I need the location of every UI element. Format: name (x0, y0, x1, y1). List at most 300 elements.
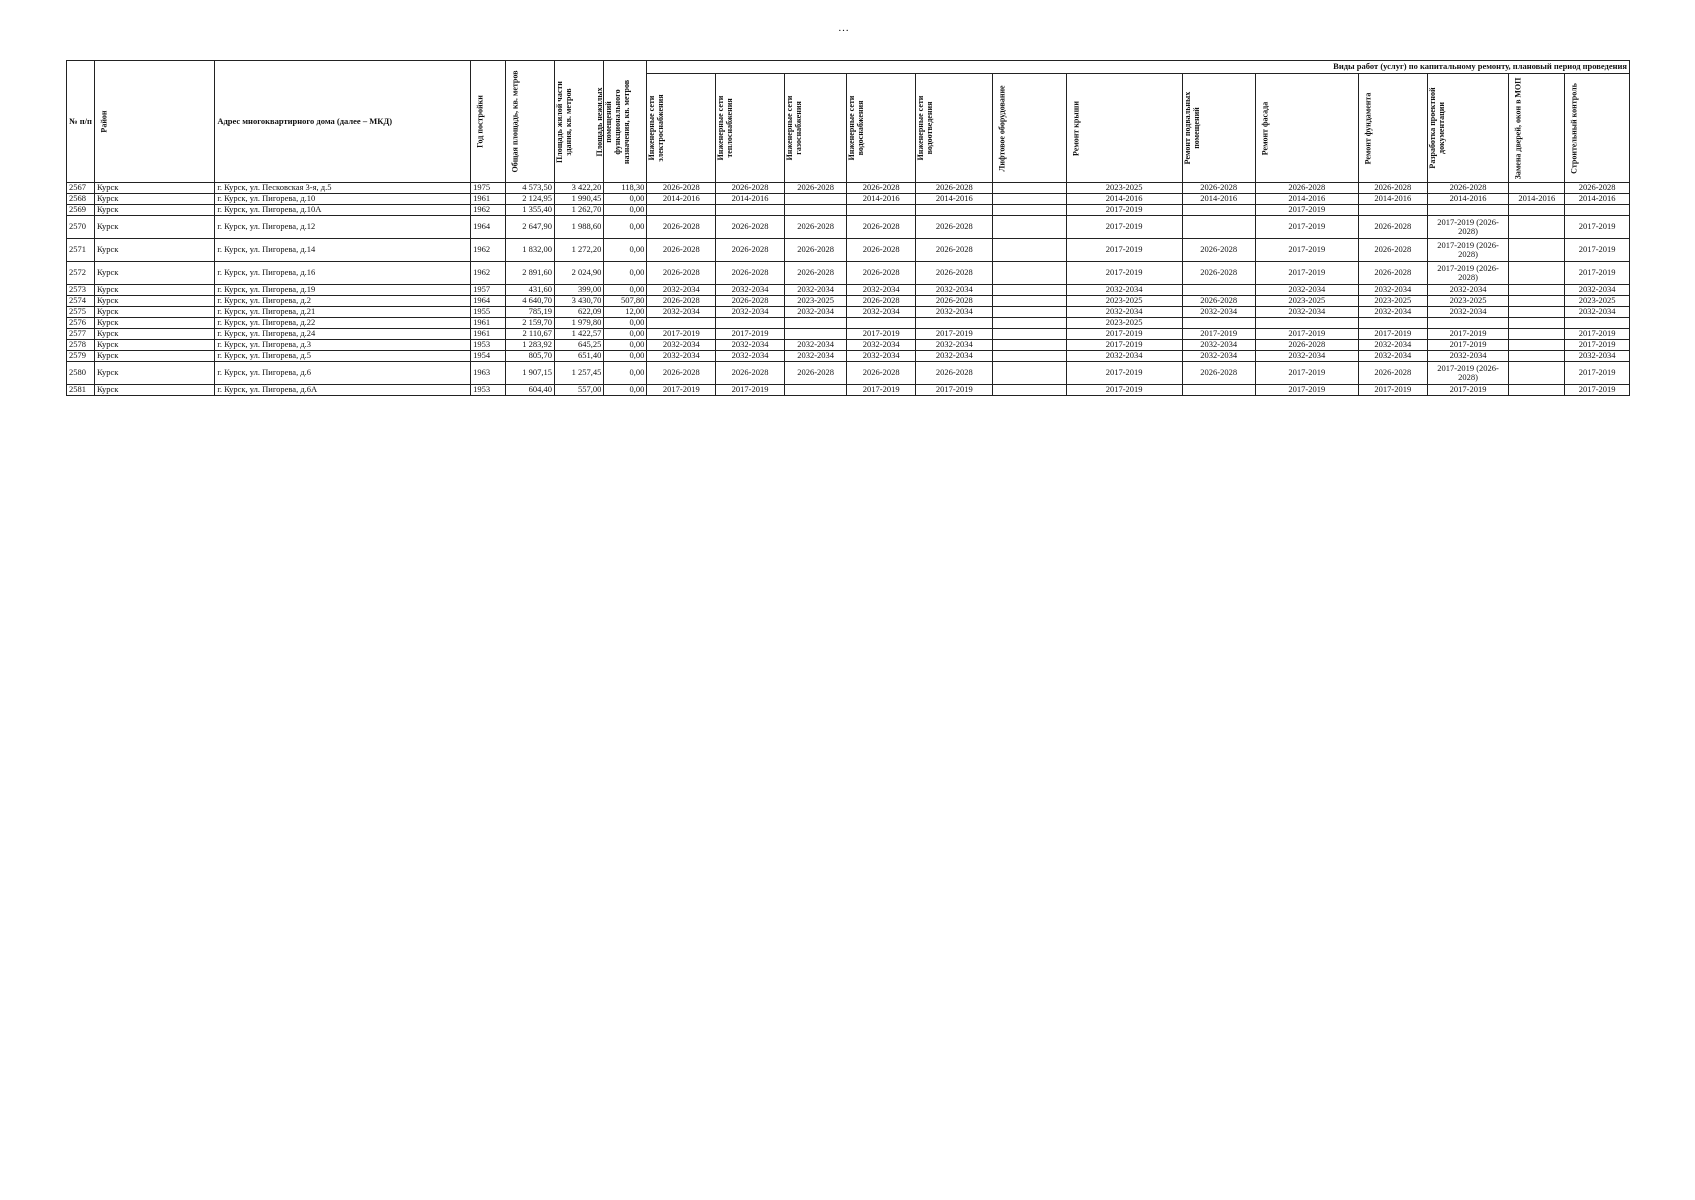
table-cell: 2017-2019 (2026-2028) (1427, 216, 1509, 239)
table-cell: 2017-2019 (847, 385, 916, 396)
table-cell: 2032-2034 (1358, 285, 1427, 296)
table-cell: 1953 (471, 340, 505, 351)
table-cell: 2026-2028 (784, 183, 846, 194)
table-cell: 2032-2034 (916, 285, 993, 296)
table-cell: 2017-2019 (1182, 329, 1255, 340)
table-cell: 2017-2019 (1358, 385, 1427, 396)
table-cell: 1962 (471, 239, 505, 262)
table-cell: 2014-2016 (847, 194, 916, 205)
table-cell (1358, 205, 1427, 216)
table-cell: 0,00 (604, 239, 647, 262)
table-cell: 2578 (67, 340, 95, 351)
table-cell: 645,25 (554, 340, 603, 351)
table-cell: г. Курск, ул. Пигорева, д.3 (215, 340, 471, 351)
table-cell: 2026-2028 (716, 239, 785, 262)
table-cell (1182, 205, 1255, 216)
table-cell: 2026-2028 (647, 183, 716, 194)
table-cell (1509, 285, 1565, 296)
table-cell: 2026-2028 (847, 362, 916, 385)
table-cell: 2 024,90 (554, 262, 603, 285)
table-cell: 2571 (67, 239, 95, 262)
table-cell: 2026-2028 (1182, 239, 1255, 262)
table-cell (1509, 307, 1565, 318)
table-cell: 2017-2019 (847, 329, 916, 340)
header-year: Год постройки (471, 61, 505, 183)
table-cell: 2017-2019 (2026-2028) (1427, 239, 1509, 262)
table-cell: 2017-2019 (1255, 205, 1358, 216)
table-cell: 2017-2019 (1255, 239, 1358, 262)
table-cell: 2026-2028 (647, 239, 716, 262)
table-cell: 1955 (471, 307, 505, 318)
table-row (67, 239, 1630, 262)
table-cell: 2017-2019 (916, 385, 993, 396)
table-cell: 1 422,57 (554, 329, 603, 340)
table-cell: 2032-2034 (1427, 351, 1509, 362)
table-cell: г. Курск, ул. Пигорева, д.12 (215, 216, 471, 239)
table-cell: 2032-2034 (847, 285, 916, 296)
table-cell: 2032-2034 (1066, 307, 1182, 318)
table-cell: 2017-2019 (1565, 239, 1630, 262)
table-cell: 2576 (67, 318, 95, 329)
table-cell: 2017-2019 (1066, 362, 1182, 385)
header-facade: Ремонт фасада (1255, 74, 1358, 183)
table-cell: 2026-2028 (716, 262, 785, 285)
page-mark: … (838, 22, 849, 34)
table-row (67, 385, 1630, 396)
header-basement: Ремонт подвальных помещений (1182, 74, 1255, 183)
table-cell: 2014-2016 (1066, 194, 1182, 205)
table-cell: 2032-2034 (1565, 307, 1630, 318)
table-cell: 2032-2034 (1358, 340, 1427, 351)
table-cell: г. Курск, ул. Пигорева, д.14 (215, 239, 471, 262)
table-cell: 118,30 (604, 183, 647, 194)
header-address: Адрес многоквартирного дома (далее – МКД) (215, 61, 471, 183)
table-cell (993, 329, 1066, 340)
table-cell: 2 647,90 (505, 216, 554, 239)
table-cell: 2023-2025 (1358, 296, 1427, 307)
table-cell: 2026-2028 (784, 216, 846, 239)
table-cell: 2026-2028 (1427, 183, 1509, 194)
table-cell: 2577 (67, 329, 95, 340)
table-cell: 2032-2034 (847, 340, 916, 351)
header-heat: Инженерные сети теплоснабжения (716, 74, 785, 183)
table-cell: г. Курск, ул. Пигорева, д.6 (215, 362, 471, 385)
table-cell: Курск (94, 194, 214, 205)
table-cell: 2569 (67, 205, 95, 216)
table-cell (1509, 340, 1565, 351)
table-cell: 2017-2019 (647, 385, 716, 396)
table-cell: г. Курск, ул. Пигорева, д.2 (215, 296, 471, 307)
table-cell: 2026-2028 (716, 362, 785, 385)
table-cell: 2 110,67 (505, 329, 554, 340)
table-row (67, 307, 1630, 318)
table-cell: 2017-2019 (1255, 262, 1358, 285)
table-cell: 2032-2034 (1358, 351, 1427, 362)
table-cell (1182, 216, 1255, 239)
table-cell (993, 318, 1066, 329)
table-cell: 1961 (471, 194, 505, 205)
table-cell: 2023-2025 (784, 296, 846, 307)
table-cell: 2032-2034 (847, 307, 916, 318)
table-cell: 2014-2016 (1255, 194, 1358, 205)
header-elevator: Лифтовое оборудование (993, 74, 1066, 183)
table-cell (1565, 205, 1630, 216)
table-cell: 2017-2019 (1358, 329, 1427, 340)
header-foundation: Ремонт фундамента (1358, 74, 1427, 183)
table-cell: 1 907,15 (505, 362, 554, 385)
table-cell (993, 340, 1066, 351)
table-cell: 2032-2034 (716, 340, 785, 351)
table-cell (1509, 329, 1565, 340)
table-cell: 1962 (471, 205, 505, 216)
table-cell: 2017-2019 (1565, 329, 1630, 340)
table-cell: 2017-2019 (1066, 216, 1182, 239)
table-cell: Курск (94, 216, 214, 239)
table-row (67, 351, 1630, 362)
table-cell: Курск (94, 183, 214, 194)
table-cell: 507,80 (604, 296, 647, 307)
table-cell: 2032-2034 (647, 340, 716, 351)
table-cell (1255, 318, 1358, 329)
table-cell: 2026-2028 (647, 216, 716, 239)
table-cell: 1961 (471, 329, 505, 340)
table-cell: 0,00 (604, 385, 647, 396)
table-cell: 2032-2034 (647, 307, 716, 318)
table-cell: 2032-2034 (1182, 340, 1255, 351)
table-cell: 2017-2019 (647, 329, 716, 340)
table-cell: 4 573,50 (505, 183, 554, 194)
table-cell: 2032-2034 (716, 307, 785, 318)
table-cell: 2014-2016 (1565, 194, 1630, 205)
table-cell: 2032-2034 (1565, 285, 1630, 296)
table-cell: 2017-2019 (2026-2028) (1427, 262, 1509, 285)
table-cell (1509, 385, 1565, 396)
table-cell: г. Курск, ул. Пигорева, д.6А (215, 385, 471, 396)
table-cell: 2023-2025 (1255, 296, 1358, 307)
table-cell: Курск (94, 296, 214, 307)
table-cell (1182, 285, 1255, 296)
table-cell: 2032-2034 (1565, 351, 1630, 362)
table-cell (1509, 318, 1565, 329)
table-cell: 2026-2028 (1182, 296, 1255, 307)
table-cell: 2017-2019 (1255, 329, 1358, 340)
table-cell: 1 988,60 (554, 216, 603, 239)
table-cell: 2017-2019 (1066, 205, 1182, 216)
table-cell: 2014-2016 (1182, 194, 1255, 205)
table-cell: 0,00 (604, 216, 647, 239)
table-cell (993, 362, 1066, 385)
table-cell: 3 422,20 (554, 183, 603, 194)
table-cell: 2570 (67, 216, 95, 239)
table-cell: 399,00 (554, 285, 603, 296)
table-cell: 1 355,40 (505, 205, 554, 216)
table-cell: 2023-2025 (1427, 296, 1509, 307)
table-cell: 2568 (67, 194, 95, 205)
table-cell: 2017-2019 (1066, 262, 1182, 285)
table-cell: 2032-2034 (1255, 351, 1358, 362)
table-cell: 785,19 (505, 307, 554, 318)
table-row (67, 262, 1630, 285)
table-cell: 2026-2028 (647, 362, 716, 385)
capital-repair-table (66, 60, 1630, 396)
table-cell: 2026-2028 (847, 216, 916, 239)
table-cell: Курск (94, 362, 214, 385)
table-cell: 2026-2028 (647, 296, 716, 307)
table-cell (647, 318, 716, 329)
table-cell: 1962 (471, 262, 505, 285)
table-cell: 2026-2028 (916, 239, 993, 262)
table-cell: 2026-2028 (916, 183, 993, 194)
table-cell: 2573 (67, 285, 95, 296)
table-cell: 2017-2019 (1066, 340, 1182, 351)
table-cell: 1954 (471, 351, 505, 362)
table-cell: 2032-2034 (847, 351, 916, 362)
table-cell: 2026-2028 (847, 296, 916, 307)
table-cell (993, 307, 1066, 318)
table-cell: 2014-2016 (916, 194, 993, 205)
table-cell: 2023-2025 (1565, 296, 1630, 307)
table-cell: 622,09 (554, 307, 603, 318)
table-cell: 2017-2019 (716, 385, 785, 396)
table-row (67, 194, 1630, 205)
table-cell: 2572 (67, 262, 95, 285)
table-cell (1509, 296, 1565, 307)
table-cell (716, 205, 785, 216)
table-cell: 2026-2028 (1358, 362, 1427, 385)
table-cell (1509, 216, 1565, 239)
table-cell: 2017-2019 (1565, 340, 1630, 351)
table-row (67, 205, 1630, 216)
table-cell (784, 194, 846, 205)
table-cell: 805,70 (505, 351, 554, 362)
table-cell: 2026-2028 (784, 239, 846, 262)
table-cell: 1964 (471, 216, 505, 239)
table-cell: 1957 (471, 285, 505, 296)
table-cell: 2032-2034 (1066, 285, 1182, 296)
header-doors-windows: Замена дверей, окон в МОП (1509, 74, 1565, 183)
table-cell: 557,00 (554, 385, 603, 396)
table-cell: 2017-2019 (1066, 239, 1182, 262)
table-cell: 2032-2034 (1358, 307, 1427, 318)
table-cell: 1 283,92 (505, 340, 554, 351)
table-cell: 2026-2028 (1358, 239, 1427, 262)
table-cell: 2023-2025 (1066, 296, 1182, 307)
table-cell (1427, 205, 1509, 216)
table-cell: 2026-2028 (1255, 183, 1358, 194)
table-cell: 2032-2034 (784, 285, 846, 296)
table-cell: 1961 (471, 318, 505, 329)
table-cell: 2026-2028 (647, 262, 716, 285)
table-cell: 2026-2028 (1565, 183, 1630, 194)
table-cell: 2575 (67, 307, 95, 318)
table-cell: 2023-2025 (1066, 183, 1182, 194)
header-roof: Ремонт крыши (1066, 74, 1182, 183)
table-cell: 0,00 (604, 205, 647, 216)
table-cell: 2014-2016 (1358, 194, 1427, 205)
table-cell (1358, 318, 1427, 329)
table-cell: 0,00 (604, 285, 647, 296)
table-cell: 2 891,60 (505, 262, 554, 285)
header-living-area: Площадь жилой части здания, кв. метров (554, 61, 603, 183)
table-cell: 2014-2016 (1509, 194, 1565, 205)
table-cell: 2032-2034 (647, 351, 716, 362)
table-cell: 2 124,95 (505, 194, 554, 205)
table-cell: 604,40 (505, 385, 554, 396)
header-gas: Инженерные сети газоснабжения (784, 74, 846, 183)
header-water: Инженерные сети водоснабжения (847, 74, 916, 183)
table-cell: 2026-2028 (1255, 340, 1358, 351)
table-row (67, 362, 1630, 385)
table-cell: 2026-2028 (847, 262, 916, 285)
table-cell: 2026-2028 (916, 362, 993, 385)
table-cell (1509, 362, 1565, 385)
table-row (67, 329, 1630, 340)
table-cell: 2026-2028 (716, 296, 785, 307)
header-nonliving-area: Площадь нежилых помещений функционального назначения, кв. метров (604, 61, 647, 183)
table-cell: 12,00 (604, 307, 647, 318)
table-cell: г. Курск, ул. Пигорева, д.16 (215, 262, 471, 285)
table-cell: 2032-2034 (1427, 307, 1509, 318)
table-cell: Курск (94, 318, 214, 329)
table-cell (993, 205, 1066, 216)
table-cell (1182, 318, 1255, 329)
table-cell: 2014-2016 (716, 194, 785, 205)
table-cell: 2017-2019 (1066, 385, 1182, 396)
table-cell: 2026-2028 (847, 239, 916, 262)
table-cell: 2026-2028 (916, 296, 993, 307)
table-cell (993, 239, 1066, 262)
table-cell (716, 318, 785, 329)
table-cell (993, 385, 1066, 396)
table-cell: г. Курск, ул. Пигорева, д.19 (215, 285, 471, 296)
table-cell: 1975 (471, 183, 505, 194)
table-row (67, 340, 1630, 351)
table-cell: 2026-2028 (1358, 216, 1427, 239)
header-works-group: Виды работ (услуг) по капитальному ремонту, плановый период проведения (647, 61, 1630, 74)
table-cell: Курск (94, 385, 214, 396)
table-cell (784, 329, 846, 340)
table-cell: 1 990,45 (554, 194, 603, 205)
table-cell: 2026-2028 (784, 262, 846, 285)
table-cell: 2032-2034 (716, 285, 785, 296)
table-cell: 3 430,70 (554, 296, 603, 307)
table-cell: 651,40 (554, 351, 603, 362)
table-cell: 2017-2019 (916, 329, 993, 340)
table-cell: 2032-2034 (916, 351, 993, 362)
table-cell: 2032-2034 (916, 340, 993, 351)
table-cell: 2567 (67, 183, 95, 194)
table-cell: 2017-2019 (1427, 340, 1509, 351)
table-row (67, 296, 1630, 307)
table-cell: 1963 (471, 362, 505, 385)
table-cell: 1 979,80 (554, 318, 603, 329)
header-number: № п/п (67, 61, 95, 183)
table-cell (1509, 183, 1565, 194)
table-cell (993, 194, 1066, 205)
table-cell: Курск (94, 307, 214, 318)
table-cell: 2017-2019 (1565, 262, 1630, 285)
table-cell: 0,00 (604, 194, 647, 205)
table-cell: 2017-2019 (1565, 362, 1630, 385)
table-cell: 2032-2034 (784, 340, 846, 351)
table-cell (784, 318, 846, 329)
table-cell: 2026-2028 (716, 216, 785, 239)
table-cell: 2014-2016 (1427, 194, 1509, 205)
table-cell: 1 262,70 (554, 205, 603, 216)
table-cell: 0,00 (604, 362, 647, 385)
table-cell: 0,00 (604, 318, 647, 329)
table-cell (1509, 239, 1565, 262)
table-cell: 2026-2028 (916, 216, 993, 239)
table-cell: 2032-2034 (1182, 307, 1255, 318)
table-cell: 2026-2028 (1182, 262, 1255, 285)
table-cell: 2026-2028 (1358, 183, 1427, 194)
table-cell: г. Курск, ул. Пигорева, д.10А (215, 205, 471, 216)
header-design-docs: Разработка проектной документации (1427, 74, 1509, 183)
table-cell: 0,00 (604, 262, 647, 285)
table-cell: 2017-2019 (1565, 385, 1630, 396)
table-cell: 2032-2034 (916, 307, 993, 318)
table-cell: Курск (94, 205, 214, 216)
table-cell: 2032-2034 (1182, 351, 1255, 362)
table-cell: Курск (94, 329, 214, 340)
table-cell: 2574 (67, 296, 95, 307)
table-cell (1509, 351, 1565, 362)
table-cell: 2017-2019 (1427, 329, 1509, 340)
table-cell (993, 262, 1066, 285)
table-cell (993, 285, 1066, 296)
table-cell: 2032-2034 (1255, 307, 1358, 318)
table-cell (993, 296, 1066, 307)
header-construction-control: Строительный контроль (1565, 74, 1630, 183)
table-cell: Курск (94, 340, 214, 351)
table-cell: 2026-2028 (716, 183, 785, 194)
table-row (67, 183, 1630, 194)
table-cell: Курск (94, 351, 214, 362)
table-cell: 2017-2019 (1565, 216, 1630, 239)
table-cell (647, 205, 716, 216)
table-cell: 2580 (67, 362, 95, 385)
table-cell: Курск (94, 239, 214, 262)
table-cell (1182, 385, 1255, 396)
table-cell: г. Курск, ул. Пигорева, д.24 (215, 329, 471, 340)
table-cell (993, 183, 1066, 194)
table-cell: 2579 (67, 351, 95, 362)
table-cell (1565, 318, 1630, 329)
table-cell: г. Курск, ул. Пигорева, д.10 (215, 194, 471, 205)
table-cell: 4 640,70 (505, 296, 554, 307)
table-cell: 2017-2019 (1255, 216, 1358, 239)
table-cell (1427, 318, 1509, 329)
table-cell: г. Курск, ул. Пигорева, д.5 (215, 351, 471, 362)
table-cell: 2026-2028 (784, 362, 846, 385)
table-cell (993, 216, 1066, 239)
table-cell: 2017-2019 (2026-2028) (1427, 362, 1509, 385)
header-electric: Инженерные сети электроснабжения (647, 74, 716, 183)
table-cell (993, 351, 1066, 362)
table-cell: 0,00 (604, 329, 647, 340)
header-drainage: Инженерные сети водоотведения (916, 74, 993, 183)
table-cell: 2032-2034 (784, 307, 846, 318)
table-cell (916, 318, 993, 329)
table-cell: 1 832,00 (505, 239, 554, 262)
table-cell: 0,00 (604, 340, 647, 351)
table-cell: 2026-2028 (916, 262, 993, 285)
table-cell: 2023-2025 (1066, 318, 1182, 329)
table-row (67, 285, 1630, 296)
header-district: Район (94, 61, 214, 183)
table-cell: Курск (94, 262, 214, 285)
